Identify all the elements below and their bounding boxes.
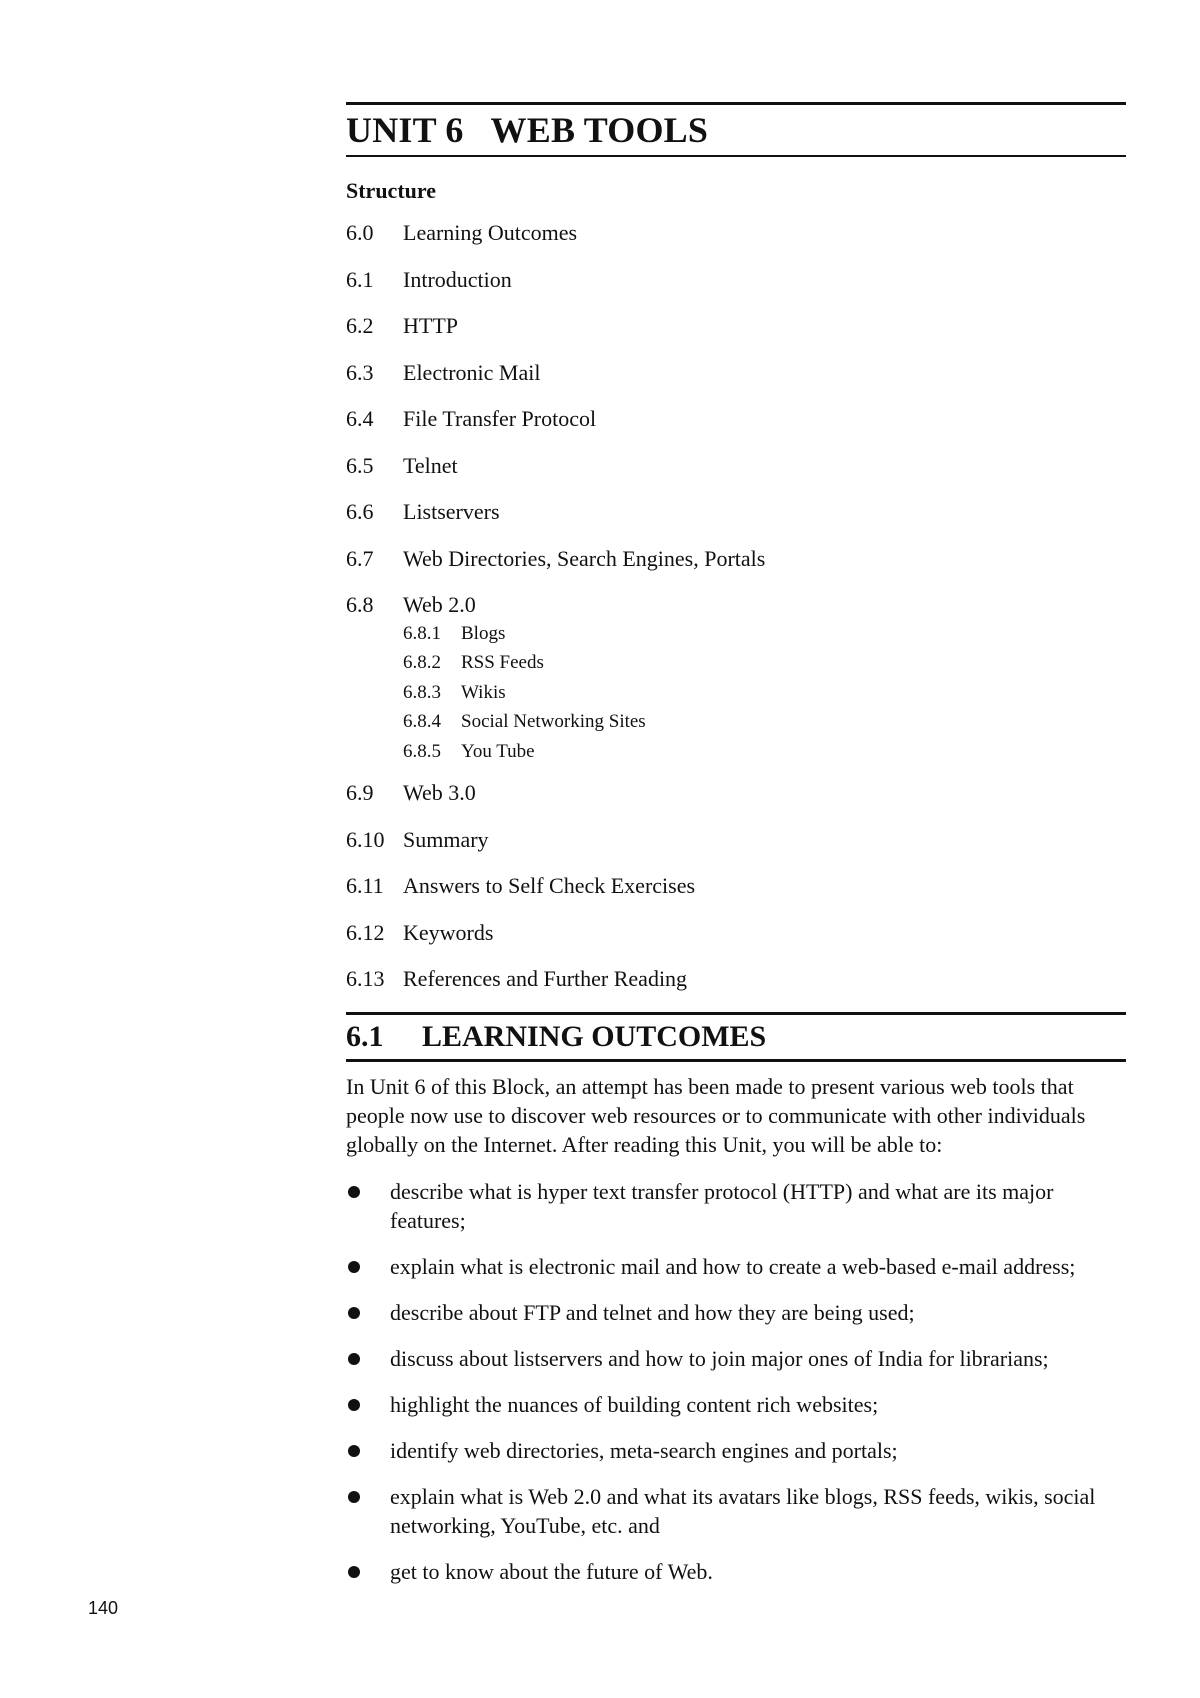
toc-label: Electronic Mail: [403, 359, 541, 385]
toc-item: [346, 545, 1126, 592]
toc-number: 6.0: [346, 220, 374, 245]
bullet-icon: [346, 1557, 390, 1586]
toc-number: 6.1: [346, 266, 374, 292]
toc-subnumber: 6.8.4: [403, 711, 441, 732]
toc-subitem: [403, 651, 1126, 681]
toc-label: Listservers: [403, 499, 500, 524]
toc-sublabel: Blogs: [461, 622, 506, 644]
toc-label: Introduction: [403, 266, 512, 292]
toc-number: 6.11: [346, 873, 384, 898]
bullet-icon: [346, 1344, 390, 1373]
list-item-text: explain what is electronic mail and how to create a web-based e-mail address;: [390, 1253, 1076, 1279]
toc-number: 6.3: [346, 359, 374, 385]
toc-item: [346, 452, 1126, 499]
toc-label: Telnet: [403, 452, 458, 478]
toc-number: 6.12: [346, 919, 385, 945]
toc-number: 6.5: [346, 452, 374, 478]
toc-subitem: [403, 681, 1126, 711]
unit-heading: [346, 105, 1126, 155]
toc-item: [346, 826, 1126, 873]
toc-item: [346, 359, 1126, 406]
toc-number: 6.4: [346, 406, 374, 431]
toc-item: [346, 312, 1126, 359]
toc-subnumber: 6.8.5: [403, 740, 441, 762]
intro-paragraph: In Unit 6 of this Block, an attempt has been made to present various web tools that people now use to discover web resources or to communicate with other individuals globally on the Internet. After reading this Unit, you will be able to:: [346, 1073, 1086, 1157]
list-item: [346, 1482, 1126, 1540]
section-title: LEARNING OUTCOMES: [422, 1019, 767, 1053]
toc-item: [346, 219, 1126, 266]
toc-number: 6.9: [346, 780, 374, 805]
page-number: 140: [88, 1598, 119, 1618]
toc-item: [346, 919, 1126, 966]
list-item: [346, 1177, 1126, 1235]
toc-sublabel: You Tube: [461, 740, 535, 762]
toc-subitem: [403, 740, 1126, 770]
toc-label: File Transfer Protocol: [403, 406, 597, 431]
toc-sublabel: RSS Feeds: [461, 652, 544, 673]
toc-label: Keywords: [403, 919, 494, 945]
bullet-icon: [346, 1482, 390, 1540]
table-of-contents: [346, 219, 1126, 1012]
bullet-icon: [346, 1390, 390, 1419]
list-item: [346, 1298, 1126, 1327]
section-number: 6.1: [346, 1019, 384, 1053]
list-item: [346, 1344, 1126, 1373]
structure-label: Structure: [346, 178, 437, 203]
toc-item: [346, 965, 1126, 1012]
toc-item: [346, 405, 1126, 452]
toc-number: 6.13: [346, 966, 385, 991]
bullet-icon: [346, 1177, 390, 1235]
toc-subnumber: 6.8.3: [403, 681, 441, 703]
toc-subnumber: 6.8.1: [403, 622, 441, 644]
outcomes-list: [346, 1177, 1126, 1586]
section-heading: [346, 1015, 1126, 1059]
toc-subitem: [403, 622, 1126, 652]
bullet-icon: [346, 1436, 390, 1465]
unit-number: UNIT 6: [346, 110, 464, 150]
toc-subitem: [403, 710, 1126, 740]
list-item-text: describe about FTP and telnet and how they are being used;: [390, 1299, 915, 1325]
toc-label: Web 2.0: [403, 592, 476, 617]
toc-item: [346, 779, 1126, 826]
list-item: [346, 1557, 1126, 1586]
unit-title: WEB TOOLS: [490, 110, 709, 150]
toc-label: Web 3.0: [403, 780, 476, 805]
list-item-text: discuss about listservers and how to join major ones of India for librarians;: [390, 1345, 1049, 1371]
toc-label: Learning Outcomes: [403, 220, 578, 245]
toc-label: Summary: [403, 826, 489, 852]
unit-heading-underline: [346, 155, 1126, 157]
toc-label: References and Further Reading: [403, 966, 688, 991]
toc-number: 6.6: [346, 499, 374, 524]
list-item-text: describe what is hyper text transfer protocol (HTTP) and what are its major features;: [390, 1178, 1054, 1233]
list-item-text: get to know about the future of Web.: [390, 1558, 713, 1584]
toc-number: 6.8: [346, 592, 374, 617]
toc-subnumber: 6.8.2: [403, 652, 441, 673]
toc-number: 6.2: [346, 313, 374, 338]
toc-subsection-list: [403, 622, 1126, 770]
toc-sublabel: Social Networking Sites: [461, 711, 646, 732]
toc-item: [346, 266, 1126, 313]
toc-number: 6.7: [346, 545, 374, 571]
bullet-icon: [346, 1252, 390, 1281]
list-item: [346, 1436, 1126, 1465]
section-bottom-rule: [346, 1059, 1126, 1062]
list-item-text: explain what is Web 2.0 and what its avatars like blogs, RSS feeds, wikis, social networking, YouTube, etc. and: [390, 1483, 1096, 1538]
toc-label: HTTP: [403, 313, 458, 338]
page-content: [346, 102, 1126, 1603]
learning-outcomes-section: [346, 1012, 1126, 1586]
list-item-text: identify web directories, meta-search engines and portals;: [390, 1437, 898, 1463]
toc-item: [346, 498, 1126, 545]
toc-item: [346, 872, 1126, 919]
list-item-text: highlight the nuances of building content rich websites;: [390, 1391, 879, 1417]
toc-label: Answers to Self Check Exercises: [403, 873, 696, 898]
bullet-icon: [346, 1298, 390, 1327]
list-item: [346, 1390, 1126, 1419]
toc-sublabel: Wikis: [461, 681, 506, 703]
list-item: [346, 1252, 1126, 1281]
toc-number: 6.10: [346, 826, 385, 852]
toc-label: Web Directories, Search Engines, Portals: [403, 545, 766, 571]
